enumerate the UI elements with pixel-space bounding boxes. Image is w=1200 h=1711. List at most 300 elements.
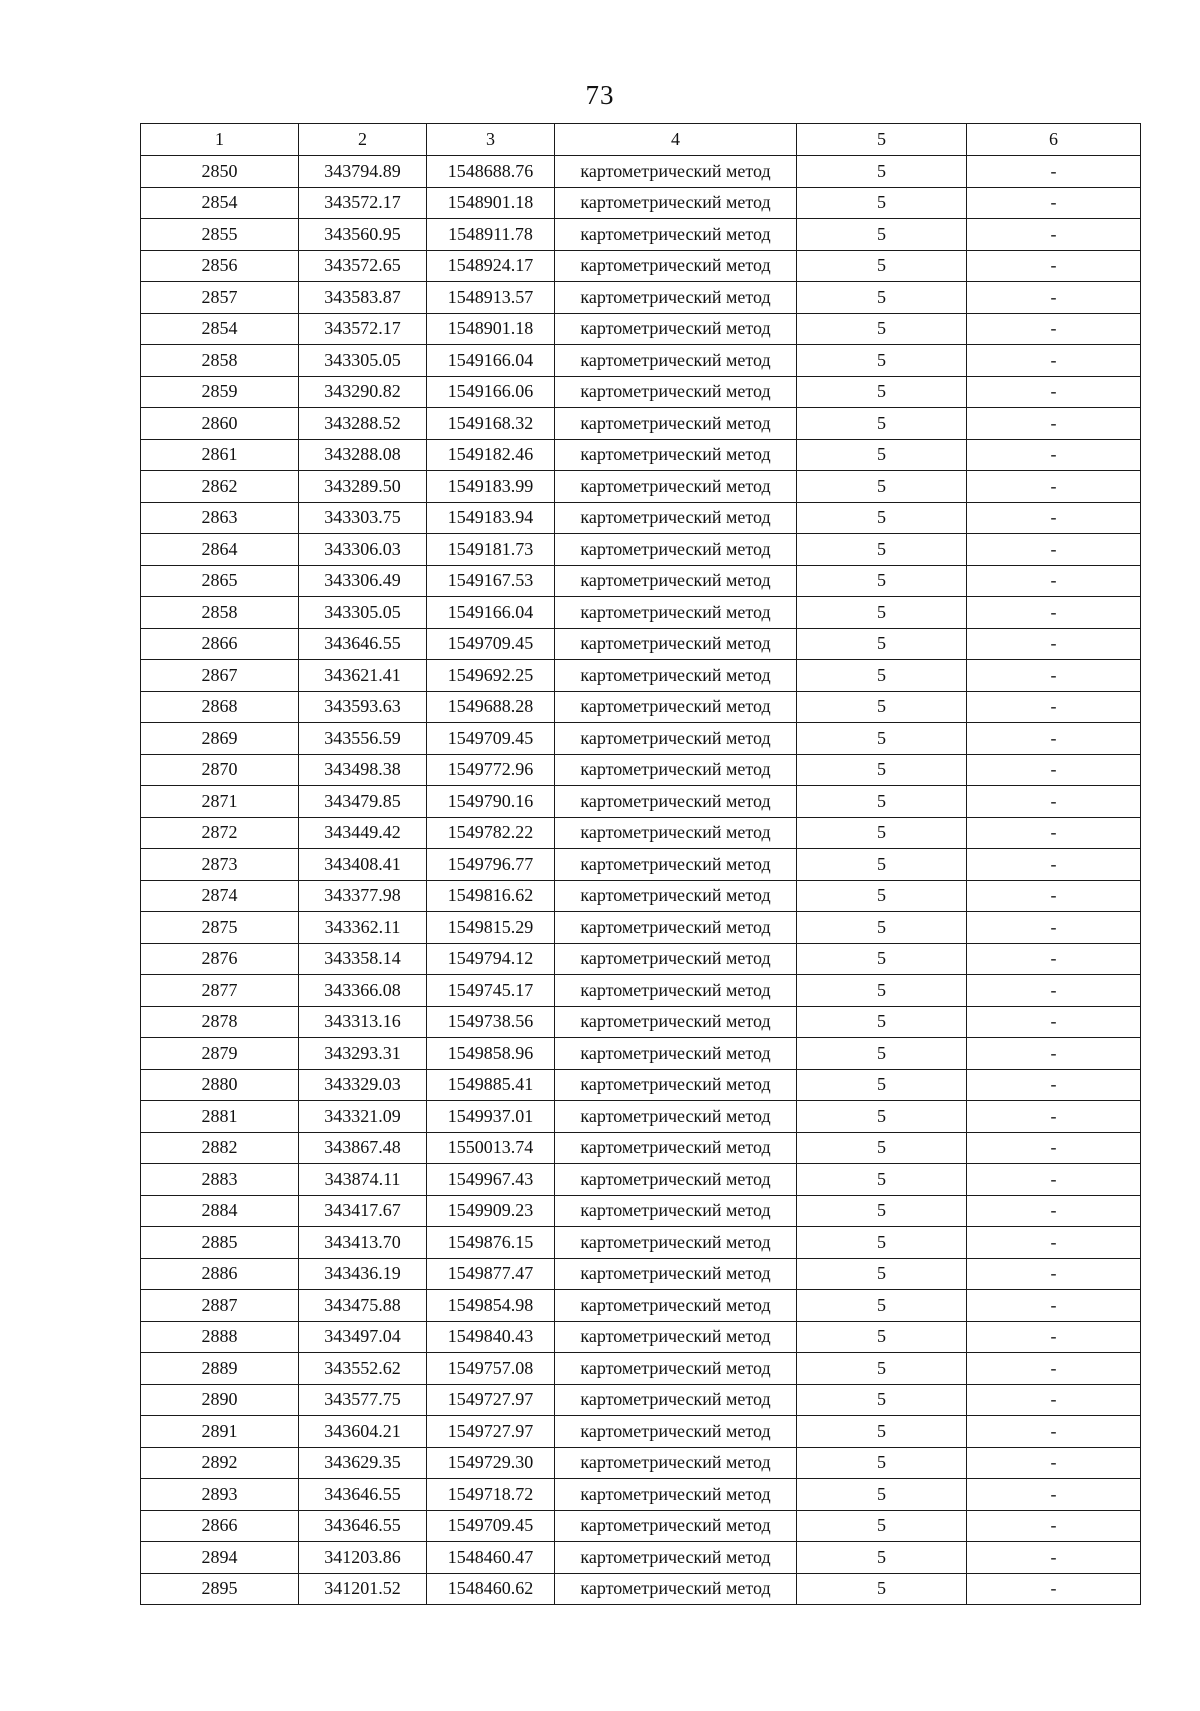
table-row: [141, 691, 1141, 723]
method-cell: картометрический метод: [555, 1101, 797, 1133]
point-number-cell: 2861: [141, 439, 299, 471]
method-cell: картометрический метод: [555, 1384, 797, 1416]
accuracy-cell: 5: [797, 817, 967, 849]
y-coordinate-cell: 1549709.45: [427, 1510, 555, 1542]
table-body: [141, 156, 1141, 1605]
accuracy-cell: 5: [797, 691, 967, 723]
x-coordinate-cell: 343874.11: [299, 1164, 427, 1196]
x-coordinate-cell: 343583.87: [299, 282, 427, 314]
table-row: [141, 849, 1141, 881]
accuracy-cell: 5: [797, 1573, 967, 1605]
point-number-cell: 2888: [141, 1321, 299, 1353]
y-coordinate-cell: 1548460.47: [427, 1542, 555, 1574]
description-cell: -: [967, 376, 1141, 408]
accuracy-cell: 5: [797, 1447, 967, 1479]
column-header: 4: [555, 124, 797, 156]
point-number-cell: 2871: [141, 786, 299, 818]
y-coordinate-cell: 1549167.53: [427, 565, 555, 597]
x-coordinate-cell: 343306.49: [299, 565, 427, 597]
table-row: [141, 1290, 1141, 1322]
accuracy-cell: 5: [797, 1164, 967, 1196]
table-row: [141, 660, 1141, 692]
table-header-row: [141, 124, 1141, 156]
x-coordinate-cell: 343303.75: [299, 502, 427, 534]
description-cell: -: [967, 1321, 1141, 1353]
point-number-cell: 2862: [141, 471, 299, 503]
point-number-cell: 2883: [141, 1164, 299, 1196]
y-coordinate-cell: 1549709.45: [427, 723, 555, 755]
table-row: [141, 880, 1141, 912]
table-row: [141, 1510, 1141, 1542]
description-cell: -: [967, 943, 1141, 975]
y-coordinate-cell: 1548924.17: [427, 250, 555, 282]
description-cell: -: [967, 502, 1141, 534]
x-coordinate-cell: 343321.09: [299, 1101, 427, 1133]
y-coordinate-cell: 1550013.74: [427, 1132, 555, 1164]
point-number-cell: 2874: [141, 880, 299, 912]
x-coordinate-cell: 343329.03: [299, 1069, 427, 1101]
x-coordinate-cell: 343289.50: [299, 471, 427, 503]
description-cell: -: [967, 1006, 1141, 1038]
method-cell: картометрический метод: [555, 786, 797, 818]
y-coordinate-cell: 1549166.06: [427, 376, 555, 408]
y-coordinate-cell: 1549794.12: [427, 943, 555, 975]
table-row: [141, 1353, 1141, 1385]
point-number-cell: 2884: [141, 1195, 299, 1227]
description-cell: -: [967, 1384, 1141, 1416]
x-coordinate-cell: 343794.89: [299, 156, 427, 188]
method-cell: картометрический метод: [555, 1069, 797, 1101]
description-cell: -: [967, 691, 1141, 723]
page-number: 73: [585, 80, 615, 110]
table-row: [141, 723, 1141, 755]
method-cell: картометрический метод: [555, 849, 797, 881]
description-cell: -: [967, 1195, 1141, 1227]
table-row: [141, 817, 1141, 849]
table-row: [141, 1038, 1141, 1070]
method-cell: картометрический метод: [555, 691, 797, 723]
y-coordinate-cell: 1549782.22: [427, 817, 555, 849]
table-row: [141, 282, 1141, 314]
accuracy-cell: 5: [797, 250, 967, 282]
coordinates-table: [140, 123, 1141, 1605]
table-row: [141, 313, 1141, 345]
x-coordinate-cell: 343313.16: [299, 1006, 427, 1038]
x-coordinate-cell: 343646.55: [299, 628, 427, 660]
table-row: [141, 376, 1141, 408]
y-coordinate-cell: 1548911.78: [427, 219, 555, 251]
accuracy-cell: 5: [797, 1542, 967, 1574]
x-coordinate-cell: 343306.03: [299, 534, 427, 566]
accuracy-cell: 5: [797, 754, 967, 786]
y-coordinate-cell: 1549181.73: [427, 534, 555, 566]
point-number-cell: 2890: [141, 1384, 299, 1416]
x-coordinate-cell: 343288.08: [299, 439, 427, 471]
description-cell: -: [967, 565, 1141, 597]
table-row: [141, 408, 1141, 440]
point-number-cell: 2892: [141, 1447, 299, 1479]
x-coordinate-cell: 343572.17: [299, 187, 427, 219]
method-cell: картометрический метод: [555, 313, 797, 345]
method-cell: картометрический метод: [555, 1132, 797, 1164]
x-coordinate-cell: 343867.48: [299, 1132, 427, 1164]
description-cell: -: [967, 1258, 1141, 1290]
y-coordinate-cell: 1549772.96: [427, 754, 555, 786]
method-cell: картометрический метод: [555, 1321, 797, 1353]
x-coordinate-cell: 343556.59: [299, 723, 427, 755]
point-number-cell: 2866: [141, 628, 299, 660]
method-cell: картометрический метод: [555, 597, 797, 629]
y-coordinate-cell: 1548688.76: [427, 156, 555, 188]
description-cell: -: [967, 597, 1141, 629]
accuracy-cell: 5: [797, 1101, 967, 1133]
table-row: [141, 1132, 1141, 1164]
column-header: 3: [427, 124, 555, 156]
accuracy-cell: 5: [797, 1006, 967, 1038]
method-cell: картометрический метод: [555, 1258, 797, 1290]
table-row: [141, 156, 1141, 188]
accuracy-cell: 5: [797, 313, 967, 345]
x-coordinate-cell: 343497.04: [299, 1321, 427, 1353]
point-number-cell: 2864: [141, 534, 299, 566]
table-row: [141, 1542, 1141, 1574]
description-cell: -: [967, 156, 1141, 188]
point-number-cell: 2885: [141, 1227, 299, 1259]
accuracy-cell: 5: [797, 723, 967, 755]
column-header: 6: [967, 124, 1141, 156]
x-coordinate-cell: 343552.62: [299, 1353, 427, 1385]
table-row: [141, 1447, 1141, 1479]
point-number-cell: 2860: [141, 408, 299, 440]
table-row: [141, 1573, 1141, 1605]
table-row: [141, 1227, 1141, 1259]
description-cell: -: [967, 660, 1141, 692]
description-cell: -: [967, 250, 1141, 282]
description-cell: -: [967, 723, 1141, 755]
description-cell: -: [967, 1038, 1141, 1070]
accuracy-cell: 5: [797, 439, 967, 471]
description-cell: -: [967, 1132, 1141, 1164]
x-coordinate-cell: 343572.17: [299, 313, 427, 345]
method-cell: картометрический метод: [555, 439, 797, 471]
point-number-cell: 2877: [141, 975, 299, 1007]
method-cell: картометрический метод: [555, 187, 797, 219]
column-header: 1: [141, 124, 299, 156]
method-cell: картометрический метод: [555, 1416, 797, 1448]
x-coordinate-cell: 343290.82: [299, 376, 427, 408]
accuracy-cell: 5: [797, 1195, 967, 1227]
method-cell: картометрический метод: [555, 660, 797, 692]
accuracy-cell: 5: [797, 502, 967, 534]
accuracy-cell: 5: [797, 597, 967, 629]
table-row: [141, 1258, 1141, 1290]
point-number-cell: 2867: [141, 660, 299, 692]
method-cell: картометрический метод: [555, 943, 797, 975]
accuracy-cell: 5: [797, 187, 967, 219]
y-coordinate-cell: 1549729.30: [427, 1447, 555, 1479]
y-coordinate-cell: 1549688.28: [427, 691, 555, 723]
accuracy-cell: 5: [797, 565, 967, 597]
method-cell: картометрический метод: [555, 565, 797, 597]
accuracy-cell: 5: [797, 156, 967, 188]
method-cell: картометрический метод: [555, 723, 797, 755]
point-number-cell: 2859: [141, 376, 299, 408]
y-coordinate-cell: 1549718.72: [427, 1479, 555, 1511]
x-coordinate-cell: 343366.08: [299, 975, 427, 1007]
accuracy-cell: 5: [797, 849, 967, 881]
table-row: [141, 534, 1141, 566]
method-cell: картометрический метод: [555, 282, 797, 314]
method-cell: картометрический метод: [555, 376, 797, 408]
x-coordinate-cell: 343593.63: [299, 691, 427, 723]
description-cell: -: [967, 786, 1141, 818]
method-cell: картометрический метод: [555, 1006, 797, 1038]
description-cell: -: [967, 471, 1141, 503]
y-coordinate-cell: 1549816.62: [427, 880, 555, 912]
table-row: [141, 219, 1141, 251]
accuracy-cell: 5: [797, 534, 967, 566]
table-row: [141, 1384, 1141, 1416]
accuracy-cell: 5: [797, 1132, 967, 1164]
y-coordinate-cell: 1549854.98: [427, 1290, 555, 1322]
y-coordinate-cell: 1548460.62: [427, 1573, 555, 1605]
y-coordinate-cell: 1549790.16: [427, 786, 555, 818]
method-cell: картометрический метод: [555, 817, 797, 849]
method-cell: картометрический метод: [555, 502, 797, 534]
point-number-cell: 2856: [141, 250, 299, 282]
point-number-cell: 2868: [141, 691, 299, 723]
x-coordinate-cell: 343646.55: [299, 1479, 427, 1511]
table-row: [141, 345, 1141, 377]
description-cell: -: [967, 1447, 1141, 1479]
point-number-cell: 2854: [141, 313, 299, 345]
x-coordinate-cell: 343377.98: [299, 880, 427, 912]
x-coordinate-cell: 343358.14: [299, 943, 427, 975]
table-row: [141, 912, 1141, 944]
x-coordinate-cell: 343646.55: [299, 1510, 427, 1542]
description-cell: -: [967, 1479, 1141, 1511]
table-row: [141, 754, 1141, 786]
accuracy-cell: 5: [797, 1258, 967, 1290]
method-cell: картометрический метод: [555, 1195, 797, 1227]
method-cell: картометрический метод: [555, 1290, 797, 1322]
accuracy-cell: 5: [797, 1290, 967, 1322]
x-coordinate-cell: 343293.31: [299, 1038, 427, 1070]
method-cell: картометрический метод: [555, 1227, 797, 1259]
x-coordinate-cell: 343417.67: [299, 1195, 427, 1227]
y-coordinate-cell: 1549937.01: [427, 1101, 555, 1133]
description-cell: -: [967, 1227, 1141, 1259]
table-row: [141, 502, 1141, 534]
description-cell: -: [967, 628, 1141, 660]
method-cell: картометрический метод: [555, 1573, 797, 1605]
description-cell: -: [967, 282, 1141, 314]
column-header: 2: [299, 124, 427, 156]
point-number-cell: 2869: [141, 723, 299, 755]
y-coordinate-cell: 1549876.15: [427, 1227, 555, 1259]
accuracy-cell: 5: [797, 471, 967, 503]
y-coordinate-cell: 1549877.47: [427, 1258, 555, 1290]
x-coordinate-cell: 341201.52: [299, 1573, 427, 1605]
column-header: 5: [797, 124, 967, 156]
point-number-cell: 2873: [141, 849, 299, 881]
accuracy-cell: 5: [797, 1479, 967, 1511]
description-cell: -: [967, 313, 1141, 345]
method-cell: картометрический метод: [555, 1542, 797, 1574]
y-coordinate-cell: 1549183.94: [427, 502, 555, 534]
y-coordinate-cell: 1548913.57: [427, 282, 555, 314]
accuracy-cell: 5: [797, 1038, 967, 1070]
method-cell: картометрический метод: [555, 1353, 797, 1385]
point-number-cell: 2863: [141, 502, 299, 534]
x-coordinate-cell: 343408.41: [299, 849, 427, 881]
description-cell: -: [967, 1416, 1141, 1448]
point-number-cell: 2870: [141, 754, 299, 786]
description-cell: -: [967, 1542, 1141, 1574]
table-row: [141, 1101, 1141, 1133]
accuracy-cell: 5: [797, 1321, 967, 1353]
table-row: [141, 943, 1141, 975]
y-coordinate-cell: 1549182.46: [427, 439, 555, 471]
table-row: [141, 1006, 1141, 1038]
x-coordinate-cell: 343305.05: [299, 597, 427, 629]
accuracy-cell: 5: [797, 282, 967, 314]
description-cell: -: [967, 187, 1141, 219]
y-coordinate-cell: 1549709.45: [427, 628, 555, 660]
accuracy-cell: 5: [797, 1510, 967, 1542]
table-row: [141, 250, 1141, 282]
description-cell: -: [967, 880, 1141, 912]
table-row: [141, 1479, 1141, 1511]
x-coordinate-cell: 343305.05: [299, 345, 427, 377]
table-row: [141, 471, 1141, 503]
accuracy-cell: 5: [797, 1227, 967, 1259]
table-row: [141, 1164, 1141, 1196]
point-number-cell: 2894: [141, 1542, 299, 1574]
point-number-cell: 2876: [141, 943, 299, 975]
accuracy-cell: 5: [797, 943, 967, 975]
x-coordinate-cell: 341203.86: [299, 1542, 427, 1574]
y-coordinate-cell: 1549909.23: [427, 1195, 555, 1227]
table-row: [141, 975, 1141, 1007]
point-number-cell: 2881: [141, 1101, 299, 1133]
description-cell: -: [967, 534, 1141, 566]
x-coordinate-cell: 343498.38: [299, 754, 427, 786]
point-number-cell: 2866: [141, 1510, 299, 1542]
description-cell: -: [967, 1101, 1141, 1133]
description-cell: -: [967, 219, 1141, 251]
y-coordinate-cell: 1549840.43: [427, 1321, 555, 1353]
point-number-cell: 2895: [141, 1573, 299, 1605]
method-cell: картометрический метод: [555, 534, 797, 566]
accuracy-cell: 5: [797, 345, 967, 377]
method-cell: картометрический метод: [555, 1447, 797, 1479]
description-cell: -: [967, 345, 1141, 377]
y-coordinate-cell: 1549967.43: [427, 1164, 555, 1196]
description-cell: -: [967, 1353, 1141, 1385]
method-cell: картометрический метод: [555, 754, 797, 786]
y-coordinate-cell: 1549796.77: [427, 849, 555, 881]
point-number-cell: 2857: [141, 282, 299, 314]
method-cell: картометрический метод: [555, 156, 797, 188]
accuracy-cell: 5: [797, 786, 967, 818]
x-coordinate-cell: 343449.42: [299, 817, 427, 849]
point-number-cell: 2858: [141, 597, 299, 629]
table-row: [141, 628, 1141, 660]
point-number-cell: 2850: [141, 156, 299, 188]
y-coordinate-cell: 1549183.99: [427, 471, 555, 503]
accuracy-cell: 5: [797, 219, 967, 251]
point-number-cell: 2878: [141, 1006, 299, 1038]
method-cell: картометрический метод: [555, 1038, 797, 1070]
accuracy-cell: 5: [797, 1353, 967, 1385]
x-coordinate-cell: 343629.35: [299, 1447, 427, 1479]
x-coordinate-cell: 343577.75: [299, 1384, 427, 1416]
accuracy-cell: 5: [797, 880, 967, 912]
description-cell: -: [967, 1290, 1141, 1322]
y-coordinate-cell: 1548901.18: [427, 187, 555, 219]
table-row: [141, 1195, 1141, 1227]
description-cell: -: [967, 1164, 1141, 1196]
table-row: [141, 786, 1141, 818]
y-coordinate-cell: 1549168.32: [427, 408, 555, 440]
method-cell: картометрический метод: [555, 1479, 797, 1511]
description-cell: -: [967, 1069, 1141, 1101]
table-row: [141, 1416, 1141, 1448]
point-number-cell: 2875: [141, 912, 299, 944]
accuracy-cell: 5: [797, 376, 967, 408]
y-coordinate-cell: 1549757.08: [427, 1353, 555, 1385]
table-row: [141, 439, 1141, 471]
point-number-cell: 2886: [141, 1258, 299, 1290]
x-coordinate-cell: 343362.11: [299, 912, 427, 944]
description-cell: -: [967, 849, 1141, 881]
point-number-cell: 2855: [141, 219, 299, 251]
y-coordinate-cell: 1549745.17: [427, 975, 555, 1007]
x-coordinate-cell: 343479.85: [299, 786, 427, 818]
point-number-cell: 2872: [141, 817, 299, 849]
point-number-cell: 2893: [141, 1479, 299, 1511]
accuracy-cell: 5: [797, 975, 967, 1007]
point-number-cell: 2854: [141, 187, 299, 219]
point-number-cell: 2879: [141, 1038, 299, 1070]
y-coordinate-cell: 1549166.04: [427, 345, 555, 377]
x-coordinate-cell: 343288.52: [299, 408, 427, 440]
method-cell: картометрический метод: [555, 471, 797, 503]
point-number-cell: 2882: [141, 1132, 299, 1164]
method-cell: картометрический метод: [555, 408, 797, 440]
y-coordinate-cell: 1548901.18: [427, 313, 555, 345]
point-number-cell: 2865: [141, 565, 299, 597]
x-coordinate-cell: 343436.19: [299, 1258, 427, 1290]
point-number-cell: 2887: [141, 1290, 299, 1322]
point-number-cell: 2858: [141, 345, 299, 377]
method-cell: картометрический метод: [555, 345, 797, 377]
y-coordinate-cell: 1549727.97: [427, 1384, 555, 1416]
description-cell: -: [967, 912, 1141, 944]
y-coordinate-cell: 1549692.25: [427, 660, 555, 692]
description-cell: -: [967, 1573, 1141, 1605]
x-coordinate-cell: 343413.70: [299, 1227, 427, 1259]
description-cell: -: [967, 754, 1141, 786]
y-coordinate-cell: 1549166.04: [427, 597, 555, 629]
description-cell: -: [967, 975, 1141, 1007]
x-coordinate-cell: 343560.95: [299, 219, 427, 251]
y-coordinate-cell: 1549815.29: [427, 912, 555, 944]
description-cell: -: [967, 408, 1141, 440]
x-coordinate-cell: 343475.88: [299, 1290, 427, 1322]
accuracy-cell: 5: [797, 408, 967, 440]
